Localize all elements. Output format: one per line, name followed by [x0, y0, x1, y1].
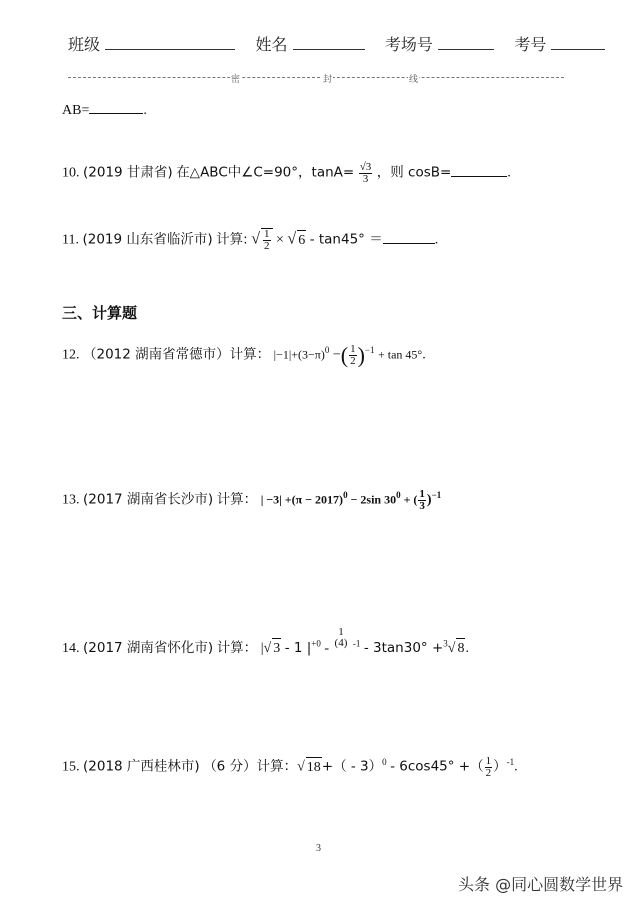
q11-sqrt6: 6 [297, 230, 306, 251]
q10-frac-den: 3 [362, 173, 369, 185]
q10-fraction [359, 162, 373, 185]
q12-paren-right: ) [357, 342, 365, 368]
question-14 [62, 627, 469, 659]
room-field[interactable] [438, 35, 494, 50]
q13-expr-b: − 2sin 30 [347, 492, 397, 507]
q13-frac-den: 3 [419, 499, 425, 512]
q14-period: . [465, 641, 469, 656]
q15-close: ） [493, 758, 507, 775]
q14-number: 14. [62, 641, 80, 656]
q14-expm1: -1 [352, 638, 361, 649]
q15-label: 计算： [256, 758, 298, 775]
q11-answer-blank[interactable] [383, 230, 435, 244]
class-label: 班级 [68, 35, 101, 54]
seal-word-mi: 密 [230, 72, 241, 85]
q15-radical-icon: √ [297, 759, 305, 775]
q11-number: 11. [62, 232, 79, 248]
q11-period: . [434, 232, 439, 248]
q10-frac-num: √3 [359, 161, 372, 173]
q15-expr-a: +（ - 3） [321, 758, 383, 775]
question-11 [62, 228, 438, 252]
q12-source: （2012 湖南省常德市） [83, 346, 230, 363]
ab-period: . [143, 103, 147, 118]
seal-word-xian: 线 [408, 72, 419, 85]
q14-abs-left: | [260, 641, 264, 656]
exam-header [68, 32, 605, 55]
q15-period: . [514, 759, 518, 775]
q14-cube-radical-icon: √ [447, 641, 456, 656]
q12-paren-left: ( [340, 342, 349, 368]
seal-dash [68, 77, 564, 78]
q14-radical-icon: √ [263, 641, 272, 656]
q15-number: 15. [62, 759, 80, 775]
ab-text: AB= [62, 103, 90, 118]
q10-number: 10. [62, 165, 80, 181]
q13-close: ) [426, 492, 432, 508]
q12-exp0: 0 [324, 345, 330, 355]
q15-exp0: 0 [382, 757, 387, 767]
q12-expr-b: + tan 45° [377, 347, 423, 362]
room-label: 考场号 [384, 35, 433, 54]
q11-fraction [263, 229, 271, 252]
q11-times: × [276, 232, 284, 248]
q10-text-a: 在△ABC中∠C=90°，tanA= [176, 164, 355, 181]
q14-sqrt8: 8 [456, 638, 465, 659]
q13-plus: + ( [400, 492, 418, 507]
q11-frac-num: 1 [264, 228, 270, 240]
q15-fraction [485, 756, 493, 779]
q13-label: 计算： [216, 491, 258, 508]
q15-source: (2018 广西桂林市) [83, 758, 200, 775]
q15-sqrt18: 18 [306, 757, 322, 778]
q11-radical-icon: √ [251, 230, 261, 248]
q14-frac-den: (4) [334, 637, 348, 649]
name-field[interactable] [293, 35, 365, 50]
question-13 [62, 485, 441, 512]
q14-source: (2017 湖南省怀化市) [83, 640, 214, 656]
q13-source: (2017 湖南省长沙市) [83, 491, 214, 508]
q12-number: 12. [62, 347, 80, 363]
q13-frac-num: 1 [419, 487, 425, 500]
q15-frac-den: 2 [485, 766, 492, 779]
q12-frac-num: 1 [350, 342, 356, 355]
q14-exp0: +0 [311, 638, 321, 649]
q13-expm1: −1 [431, 490, 442, 500]
q13-expr-a: | −3| +(π − 2017) [260, 492, 344, 507]
question-ab-continuation [62, 100, 147, 121]
q13-exp0: 0 [343, 490, 348, 500]
q10-answer-blank[interactable] [451, 163, 507, 177]
q10-source: (2019 甘肃省) [83, 164, 173, 181]
q12-expm1: −1 [364, 345, 375, 355]
q12-frac-den: 2 [350, 354, 356, 367]
q12-label: 计算： [229, 346, 271, 363]
seal-word-feng: 封 [322, 72, 333, 85]
q10-text-b: ，则 cosB= [376, 164, 452, 181]
q14-minus: - [324, 641, 330, 656]
q12-expr-a: |−1|+(3−π) [273, 347, 325, 362]
q13-exp0b: 0 [396, 490, 401, 500]
q13-fraction [418, 489, 426, 512]
class-field[interactable] [105, 35, 235, 50]
q15-expm1: -1 [506, 757, 515, 767]
q15-score: （6 分） [203, 758, 257, 775]
page-number: 3 [316, 843, 321, 854]
q14-label: 计算： [216, 640, 258, 656]
q11-rest: - tan45° ＝ [309, 231, 383, 248]
q11-sqrt-body [261, 228, 273, 252]
seat-field[interactable] [551, 35, 605, 50]
watermark: 头条 @同心圆数学世界 [458, 875, 624, 894]
q15-frac-num: 1 [485, 754, 492, 767]
q11-source: (2019 山东省临沂市) [82, 231, 213, 248]
q12-period: . [422, 347, 426, 363]
question-10 [62, 162, 511, 185]
seal-line [68, 72, 564, 85]
q14-sqrt3: 3 [272, 638, 281, 659]
q12-fraction [349, 344, 357, 367]
q13-number: 13. [62, 492, 80, 508]
q11-frac-den: 2 [264, 240, 270, 252]
seat-label: 考号 [514, 35, 547, 54]
q14-fraction [334, 627, 349, 649]
q11-label: 计算: [216, 231, 248, 248]
name-label: 姓名 [255, 35, 288, 54]
q14-frac-num: 1 [338, 626, 344, 638]
section-3-title: 三、计算题 [62, 304, 138, 322]
ab-answer-blank[interactable] [89, 100, 143, 114]
q11-radical2-icon: √ [287, 230, 297, 248]
question-12 [62, 340, 426, 367]
question-15 [62, 752, 518, 779]
q12-minus: − [332, 347, 341, 363]
q14-minus1: - 1 | [284, 640, 312, 656]
q14-cube-index: 3 [443, 638, 448, 649]
q10-period: . [507, 165, 511, 181]
q15-expr-b: - 6cos45° +（ [390, 758, 484, 775]
q14-rest: - 3tan30° + [363, 640, 444, 656]
